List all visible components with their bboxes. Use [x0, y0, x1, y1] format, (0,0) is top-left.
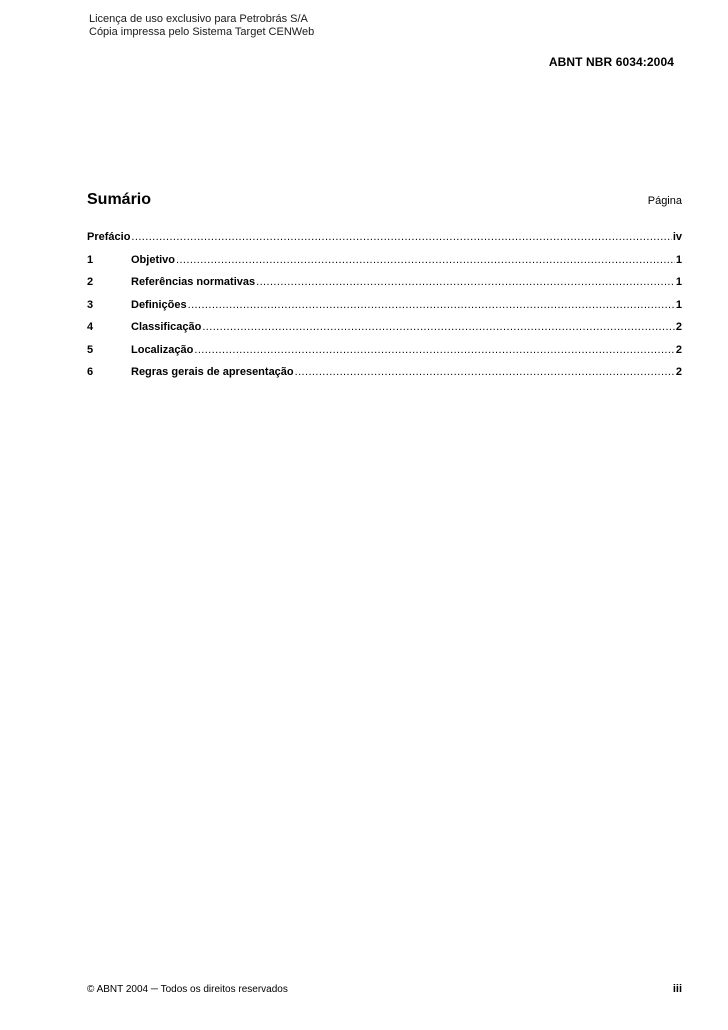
toc-leader-dots [176, 254, 675, 266]
toc-header [87, 191, 682, 209]
toc-entry-number: 5 [87, 343, 94, 356]
license-line-2: Cópia impressa pelo Sistema Target CENWeb [89, 26, 315, 38]
toc-entry-localizacao[interactable] [87, 344, 682, 367]
toc-entry-label: Referências normativas [131, 276, 256, 288]
toc-entry-definicoes[interactable] [87, 299, 682, 322]
toc-entry-classificacao[interactable] [87, 321, 682, 344]
toc-entry-regras-gerais[interactable] [87, 366, 682, 389]
toc-page-label: Página [647, 195, 682, 207]
toc-entry-page: 1 [675, 276, 682, 288]
toc-entry-page: 2 [675, 321, 682, 333]
standard-id: ABNT NBR 6034:2004 [548, 55, 674, 69]
copyright-notice: © ABNT 2004 ─ Todos os direitos reservados [87, 984, 288, 995]
toc-entry-label: Localização [131, 343, 194, 356]
toc-entry-number: 1 [87, 253, 94, 266]
toc-entry-number: 6 [87, 366, 94, 378]
toc-leader-dots [194, 344, 675, 356]
toc-entry-referencias-normativas[interactable] [87, 276, 682, 299]
toc-entry-page: iv [672, 231, 682, 243]
toc-entry-number: 3 [87, 298, 94, 311]
toc-entry-label: Classificação [131, 321, 202, 333]
toc-entry-label: Objetivo [131, 253, 176, 266]
toc-entry-label: Prefácio [87, 231, 131, 243]
license-line-1: Licença de uso exclusivo para Petrobrás S/A [89, 13, 308, 25]
toc-entry-page: 2 [675, 366, 682, 378]
toc-entry-label: Regras gerais de apresentação [131, 366, 294, 378]
toc-leader-dots [295, 366, 675, 378]
toc-entry-page: 1 [675, 298, 682, 311]
toc-entry-page: 2 [675, 343, 682, 356]
toc-leader-dots [131, 231, 671, 243]
toc-title: Sumário [87, 191, 152, 208]
toc-entry-prefacio[interactable] [87, 231, 682, 254]
toc-entry-number: 2 [87, 276, 94, 288]
toc-leader-dots [188, 299, 675, 311]
toc-leader-dots [202, 321, 675, 333]
toc-entry-label: Definições [131, 298, 187, 311]
toc-leader-dots [256, 276, 675, 288]
toc-entry-number: 4 [87, 321, 94, 333]
toc-list [87, 231, 682, 389]
toc-entry-page: 1 [675, 253, 682, 266]
page-number: iii [672, 983, 682, 995]
page-footer [87, 983, 682, 995]
toc-entry-objetivo[interactable] [87, 254, 682, 277]
license-notice [89, 13, 314, 39]
